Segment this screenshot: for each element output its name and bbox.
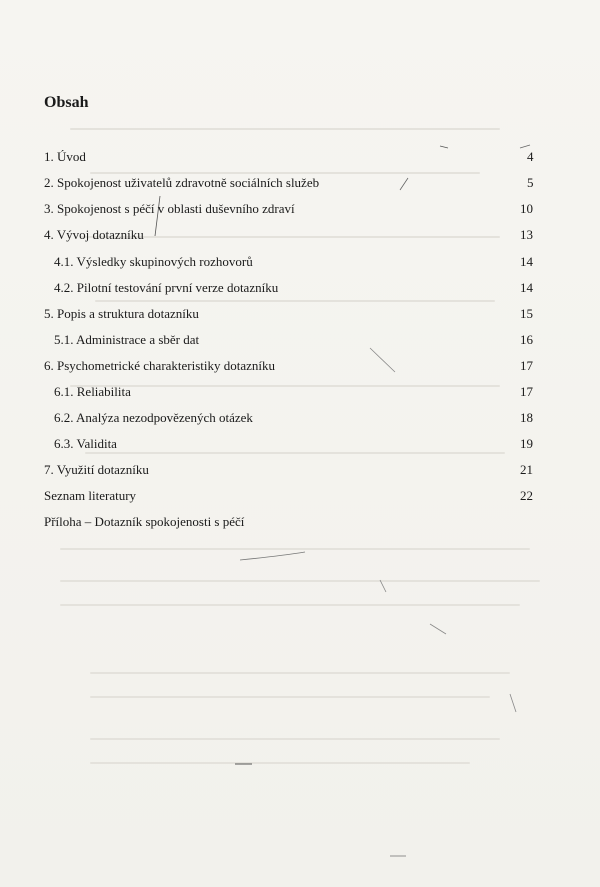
toc-entry-page: 14 — [520, 280, 533, 295]
toc-entry-page: 10 — [520, 201, 533, 216]
toc-entry-page: 4 — [527, 149, 534, 164]
toc-entry-page: 19 — [520, 436, 533, 451]
toc-entry-page: 22 — [520, 488, 533, 503]
toc-entry-label: 3. Spokojenost s péčí v oblasti duševního zdraví — [44, 201, 295, 216]
toc-entry-label: 4.1. Výsledky skupinových rozhovorů — [54, 254, 253, 269]
toc-entry-label: 7. Využití dotazníku — [44, 462, 149, 477]
toc-entry-page: 15 — [520, 306, 533, 321]
toc-entry-page: 14 — [520, 254, 533, 269]
page-title: Obsah — [44, 94, 89, 111]
toc-entry-page: 17 — [520, 384, 533, 399]
toc-entry-label: 4. Vývoj dotazníku — [44, 227, 144, 242]
toc-entry-label: 1. Úvod — [44, 149, 86, 164]
toc-entry-label: Příloha – Dotazník spokojenosti s péčí — [44, 514, 245, 529]
toc-entry-label: 2. Spokojenost uživatelů zdravotně sociálních služeb — [44, 175, 320, 190]
toc-entry-label: 6.2. Analýza nezodpovězených otázek — [54, 410, 253, 425]
toc-entry-label: 6.3. Validita — [54, 436, 117, 451]
toc-entry-page: 18 — [520, 410, 533, 425]
toc-entry-label: 4.2. Pilotní testování první verze dotazníku — [54, 280, 279, 295]
toc-entry-page: 13 — [520, 227, 533, 242]
toc-entry-page: 5 — [527, 175, 534, 190]
toc-entry-label: 5. Popis a struktura dotazníku — [44, 306, 199, 321]
toc-entry-label: 5.1. Administrace a sběr dat — [54, 332, 200, 347]
toc-entry-page: 17 — [520, 358, 533, 373]
toc-entry-label: 6. Psychometrické charakteristiky dotazníku — [44, 358, 276, 373]
toc-entry-page: 21 — [520, 462, 533, 477]
toc-entry-label: Seznam literatury — [44, 488, 137, 503]
toc-entry-label: 6.1. Reliabilita — [54, 384, 131, 399]
toc-entry-page: 16 — [520, 332, 533, 347]
